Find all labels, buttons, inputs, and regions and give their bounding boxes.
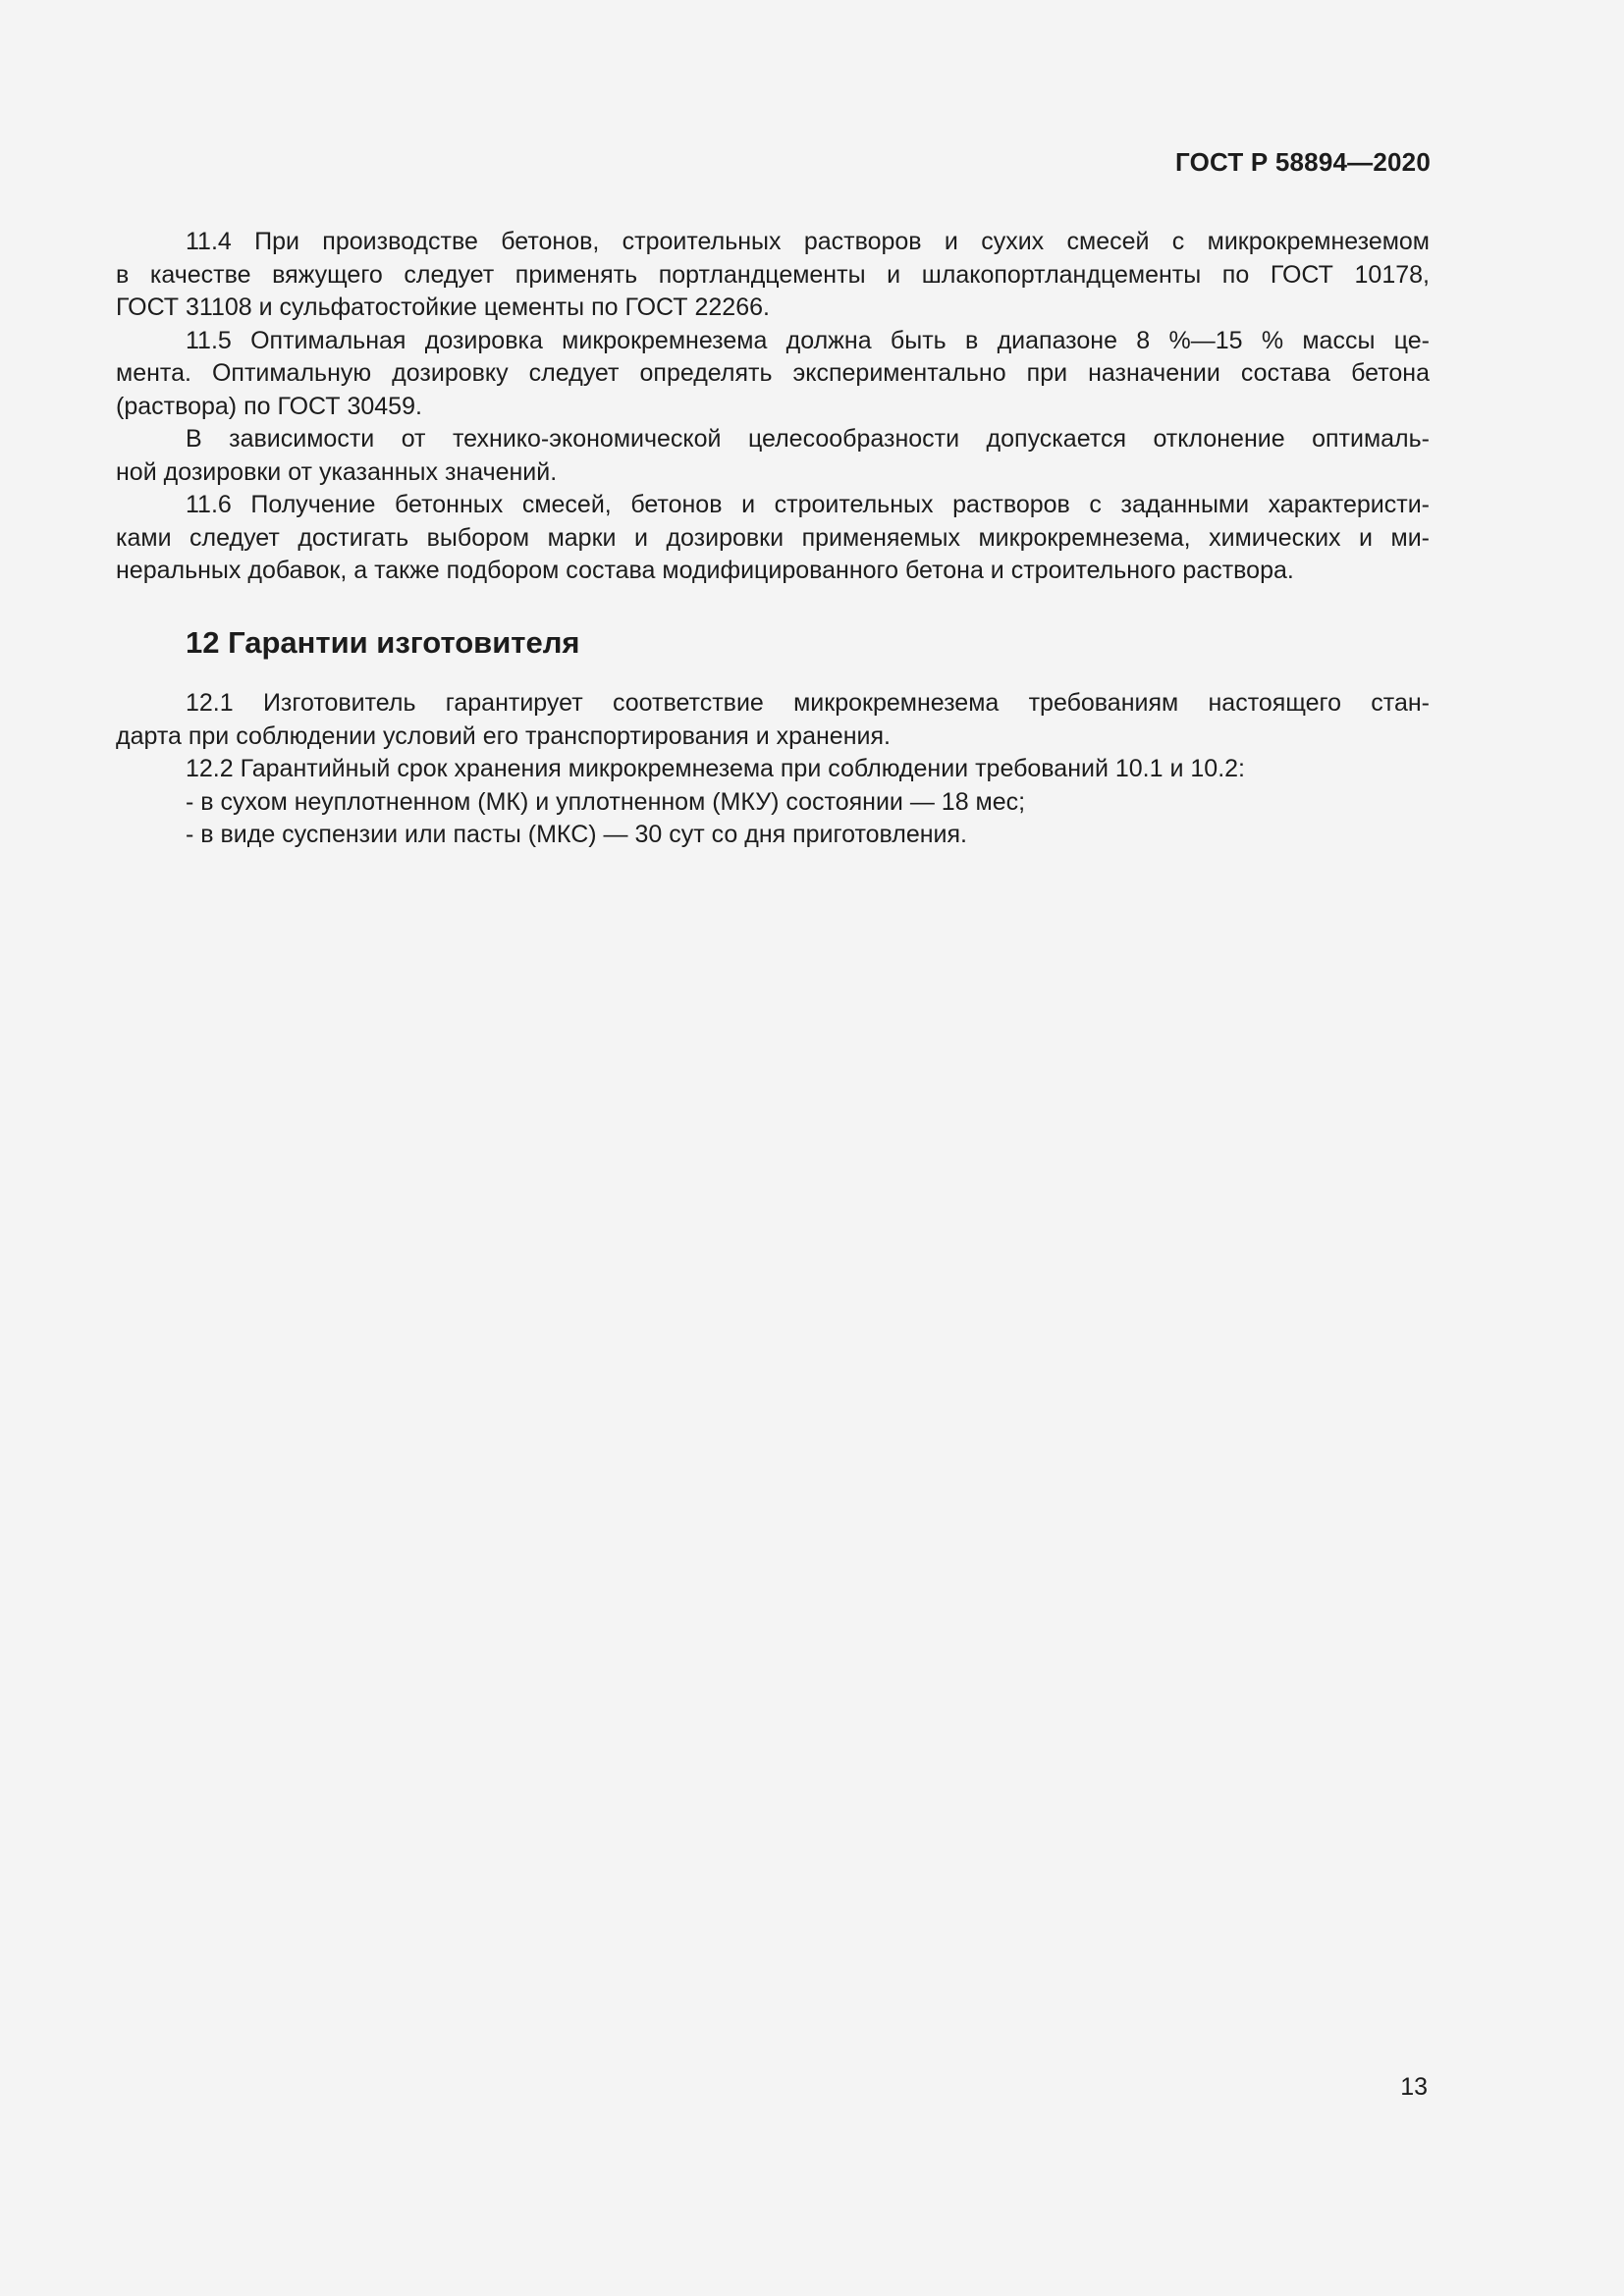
text-line: (раствора) по ГОСТ 30459. xyxy=(116,392,422,420)
text-line: в качестве вяжущего следует применять портландцементы и шлакопортландцементы по ГОСТ 10178, xyxy=(116,260,1430,289)
section-12-heading: 12 Гарантии изготовителя xyxy=(186,625,580,660)
page-number: 13 xyxy=(1400,2073,1428,2101)
text-line: 12.1 Изготовитель гарантирует соответствие микрокремнезема требованиям настоящего стан- xyxy=(186,689,1430,717)
text-line: 11.5 Оптимальная дозировка микрокремнезема должна быть в диапазоне 8 %—15 % массы це- xyxy=(186,326,1430,354)
section-11-body xyxy=(116,226,1430,588)
text-line: В зависимости от технико-экономической целесообразности допускается отклонение оптималь- xyxy=(186,425,1430,453)
list-item: - в сухом неуплотненном (МК) и уплотненном (МКУ) состоянии — 18 мес; xyxy=(186,787,1026,816)
text-line: 11.4 При производстве бетонов, строительных растворов и сухих смесей с микрокремнеземом xyxy=(186,228,1430,255)
text-line: 11.6 Получение бетонных смесей, бетонов и строительных растворов с заданными характеристи- xyxy=(186,491,1430,518)
text-line: мента. Оптимальную дозировку следует определять экспериментально при назначении состава бетона xyxy=(116,359,1430,387)
section-12-body xyxy=(116,687,1430,852)
text-line: 12.2 Гарантийный срок хранения микрокремнезема при соблюдении требований 10.1 и 10.2: xyxy=(186,755,1245,782)
text-line: ной дозировки от указанных значений. xyxy=(116,457,558,486)
text-line: ГОСТ 31108 и сульфатостойкие цементы по ГОСТ 22266. xyxy=(116,294,770,321)
document-header-id: ГОСТ Р 58894—2020 xyxy=(1175,147,1431,177)
text-line: дарта при соблюдении условий его транспортирования и хранения. xyxy=(116,721,891,750)
list-item: - в виде суспензии или пасты (МКС) — 30 сут со дня приготовления. xyxy=(186,821,967,848)
text-line: неральных добавок, а также подбором состава модифицированного бетона и строительного раствора. xyxy=(116,557,1294,584)
text-line: ками следует достигать выбором марки и дозировки применяемых микрокремнезема, химических и ми- xyxy=(116,523,1430,552)
